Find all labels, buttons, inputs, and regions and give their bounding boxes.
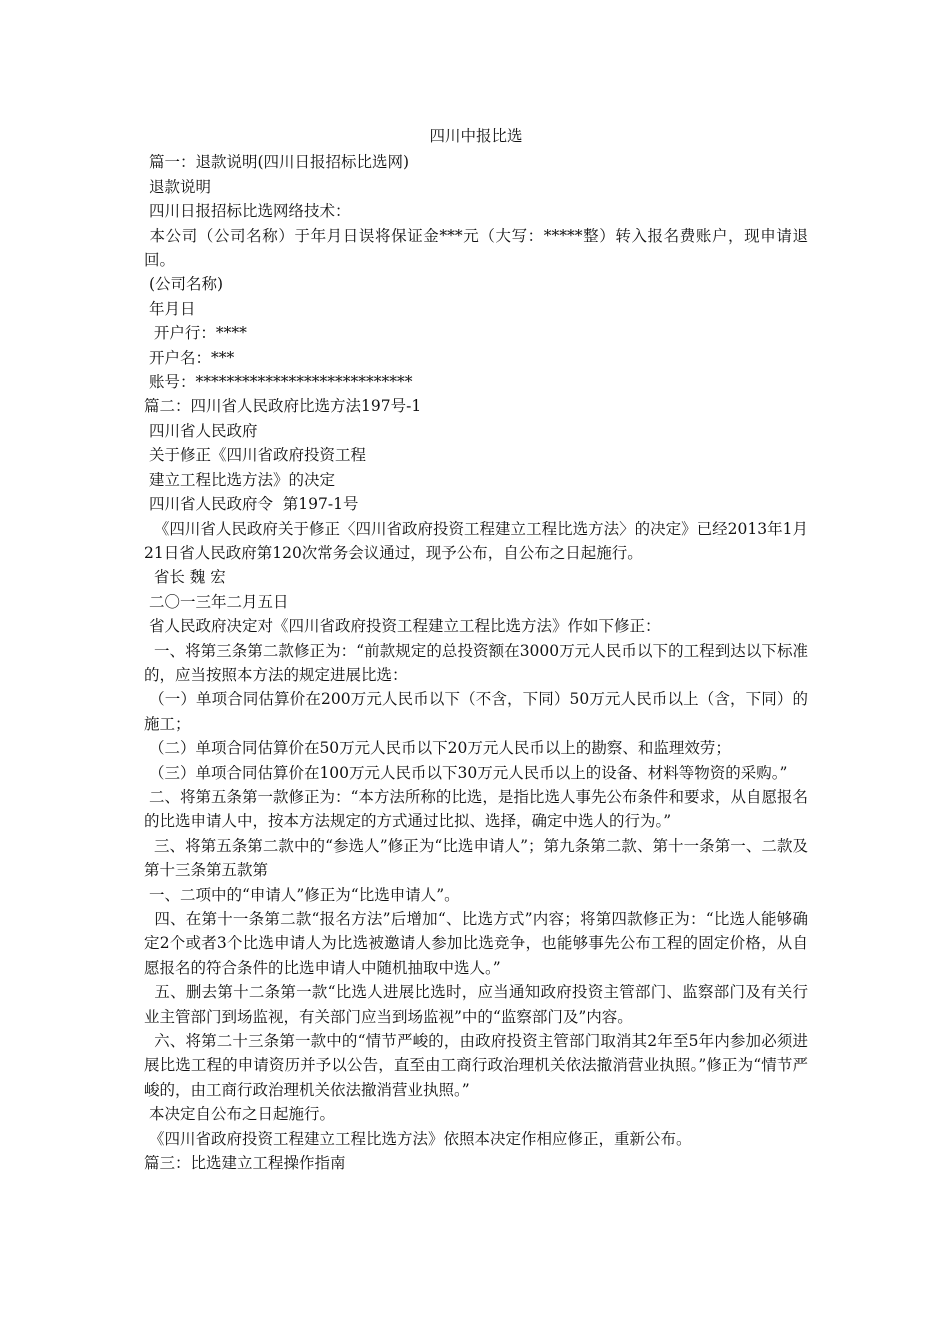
paragraph-line: 关于修正《四川省政府投资工程 xyxy=(144,446,366,465)
paragraph-line: 《四川省政府投资工程建立工程比选方法》依照本决定作相应修正，重新公布。 xyxy=(144,1129,692,1148)
paragraph-line: 四川日报招标比选网络技术： xyxy=(144,202,351,221)
paragraph-line: 六、将第二十三条第一款中的“情节严峻的，由政府投资主管部门取消其2年至5年内参加必须进展比选工程的申请资历并予以公告，直至由工商行政治理机关依法撤消营业执照。”修正为“情节严峻的，由工商行政治理机关依法撤消营业执照。” xyxy=(144,1032,808,1099)
paragraph-line: 账号：**************************** xyxy=(144,373,413,392)
paragraph-line: 篇三：比选建立工程操作指南 xyxy=(144,1154,346,1173)
paragraph-line: 四川省人民政府 xyxy=(144,421,258,440)
paragraph-line: （三）单项合同估算价在100万元人民币以下30万元人民币以上的设备、材料等物资的采购。” xyxy=(144,763,788,782)
paragraph-line: 开户行：**** xyxy=(144,324,247,343)
paragraph-line: 年月日 xyxy=(144,299,196,318)
paragraph-line: （二）单项合同估算价在50万元人民币以下20万元人民币以上的勘察、和监理效劳； xyxy=(144,739,731,758)
paragraph-line: 篇一：退款说明(四川日报招标比选网) xyxy=(144,153,410,172)
paragraph-line: 四、在第十一条第二款“报名方法”后增加“、比选方式”内容；将第四款修正为：“比选人能够确定2个或者3个比选申请人为比选被邀请人参加比选竞争，也能够事先公布工程的固定价格，从自愿报名的符合条件的比选申请人中随机抽取中选人。” xyxy=(144,910,809,977)
paragraph-line: 本决定自公布之日起施行。 xyxy=(144,1105,335,1124)
paragraph-line: 省人民政府决定对《四川省政府投资工程建立工程比选方法》作如下修正： xyxy=(144,617,661,636)
paragraph-line: 三、将第五条第二款中的“参选人”修正为“比选申请人”；第九条第二款、第十一条第一、二款及第十三条第五款第 xyxy=(144,836,808,880)
paragraph-line: 一、二项中的“申请人”修正为“比选申请人”。 xyxy=(144,885,460,904)
paragraph-line: 二〇一三年二月五日 xyxy=(144,592,289,611)
paragraph-line: 省长 魏 宏 xyxy=(144,568,226,587)
document-body xyxy=(144,150,808,1175)
paragraph-line: 本公司（公司名称）于年月日误将保证金***元（大写：*****整）转入报名费账户，现申请退回。 xyxy=(144,226,808,270)
document-title: 四川中报比选 xyxy=(429,127,523,145)
paragraph-line: 《四川省人民政府关于修正〈四川省政府投资工程建立工程比选方法〉的决定》已经2013年1月21日省人民政府第120次常务会议通过，现予公布，自公布之日起施行。 xyxy=(144,519,808,562)
paragraph-line: （一）单项合同估算价在200万元人民币以下（不含，下同）50万元人民币以上（含，下同）的施工； xyxy=(144,690,808,733)
paragraph-line: 开户名：*** xyxy=(144,348,235,367)
paragraph-line: 篇二：四川省人民政府比选方法197号-1 xyxy=(144,397,422,416)
document-page xyxy=(144,0,808,1175)
paragraph-line: 退款说明 xyxy=(144,177,211,196)
paragraph-line: 一、将第三条第二款修正为：“前款规定的总投资额在3000万元人民币以下的工程到达以下标准的，应当按照本方法的规定进展比选： xyxy=(144,641,808,684)
paragraph-line: (公司名称) xyxy=(144,275,224,294)
paragraph-line: 建立工程比选方法》的决定 xyxy=(144,470,335,489)
paragraph-line: 四川省人民政府令 第197-1号 xyxy=(144,495,359,514)
paragraph-line: 五、删去第十二条第一款“比选人进展比选时，应当通知政府投资主管部门、监察部门及有关行业主管部门到场监视，有关部门应当到场监视”中的“监察部门及”内容。 xyxy=(144,983,808,1026)
paragraph-line: 二、将第五条第一款修正为：“本方法所称的比选，是指比选人事先公布条件和要求，从自愿报名的比选申请人中，按本方法规定的方式通过比拟、选择，确定中选人的行为。” xyxy=(144,787,808,831)
